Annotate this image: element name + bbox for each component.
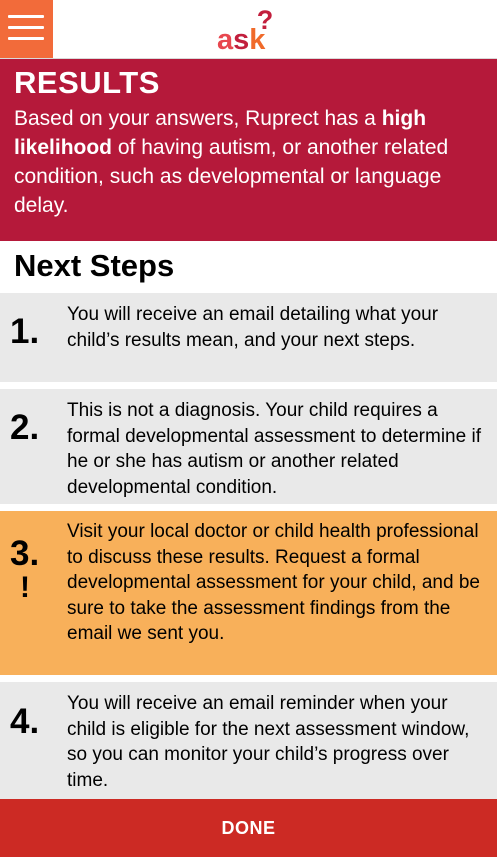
- done-button[interactable]: DONE: [0, 799, 497, 857]
- step-text: You will receive an email detailing what your child’s results mean, and your next steps.: [67, 304, 439, 351]
- step-number: 4.: [10, 702, 40, 741]
- results-banner: [0, 59, 497, 241]
- step-text: This is not a diagnosis. Your child requires a formal developmental assessment to determine if he or she has autism or another related developmental condition.: [67, 400, 481, 498]
- results-summary: Based on your answers, Ruprect has a high likelihood of having autism, or another related condition, such as developmental or language delay.: [14, 107, 449, 217]
- likelihood-emphasis: high likelihood: [14, 107, 427, 159]
- exclamation-icon: !: [20, 571, 30, 604]
- step-number: 1.: [10, 312, 40, 351]
- step-text: Visit your local doctor or child health professional to discuss these results. Request a formal developmental assessment for your child, and be sure to take the assessment findings from the email we sent you.: [67, 521, 480, 644]
- question-mark-icon: ?: [256, 6, 274, 35]
- step-item-3: [0, 511, 497, 675]
- step-number: 2.: [10, 408, 40, 447]
- step-item-1: [0, 293, 497, 382]
- results-title: RESULTS: [14, 65, 160, 100]
- step-item-4: [0, 682, 497, 799]
- menu-button[interactable]: [0, 0, 53, 58]
- step-text: You will receive an email reminder when your child is eligible for the next assessment window, so you can monitor your child’s progress over time.: [67, 693, 470, 791]
- step-number: 3.: [10, 534, 40, 573]
- top-bar: [0, 0, 497, 59]
- svg-text:ask: ask: [217, 24, 266, 54]
- next-steps-title: Next Steps: [14, 248, 175, 283]
- step-item-2: [0, 389, 497, 504]
- ask-logo: [216, 6, 282, 54]
